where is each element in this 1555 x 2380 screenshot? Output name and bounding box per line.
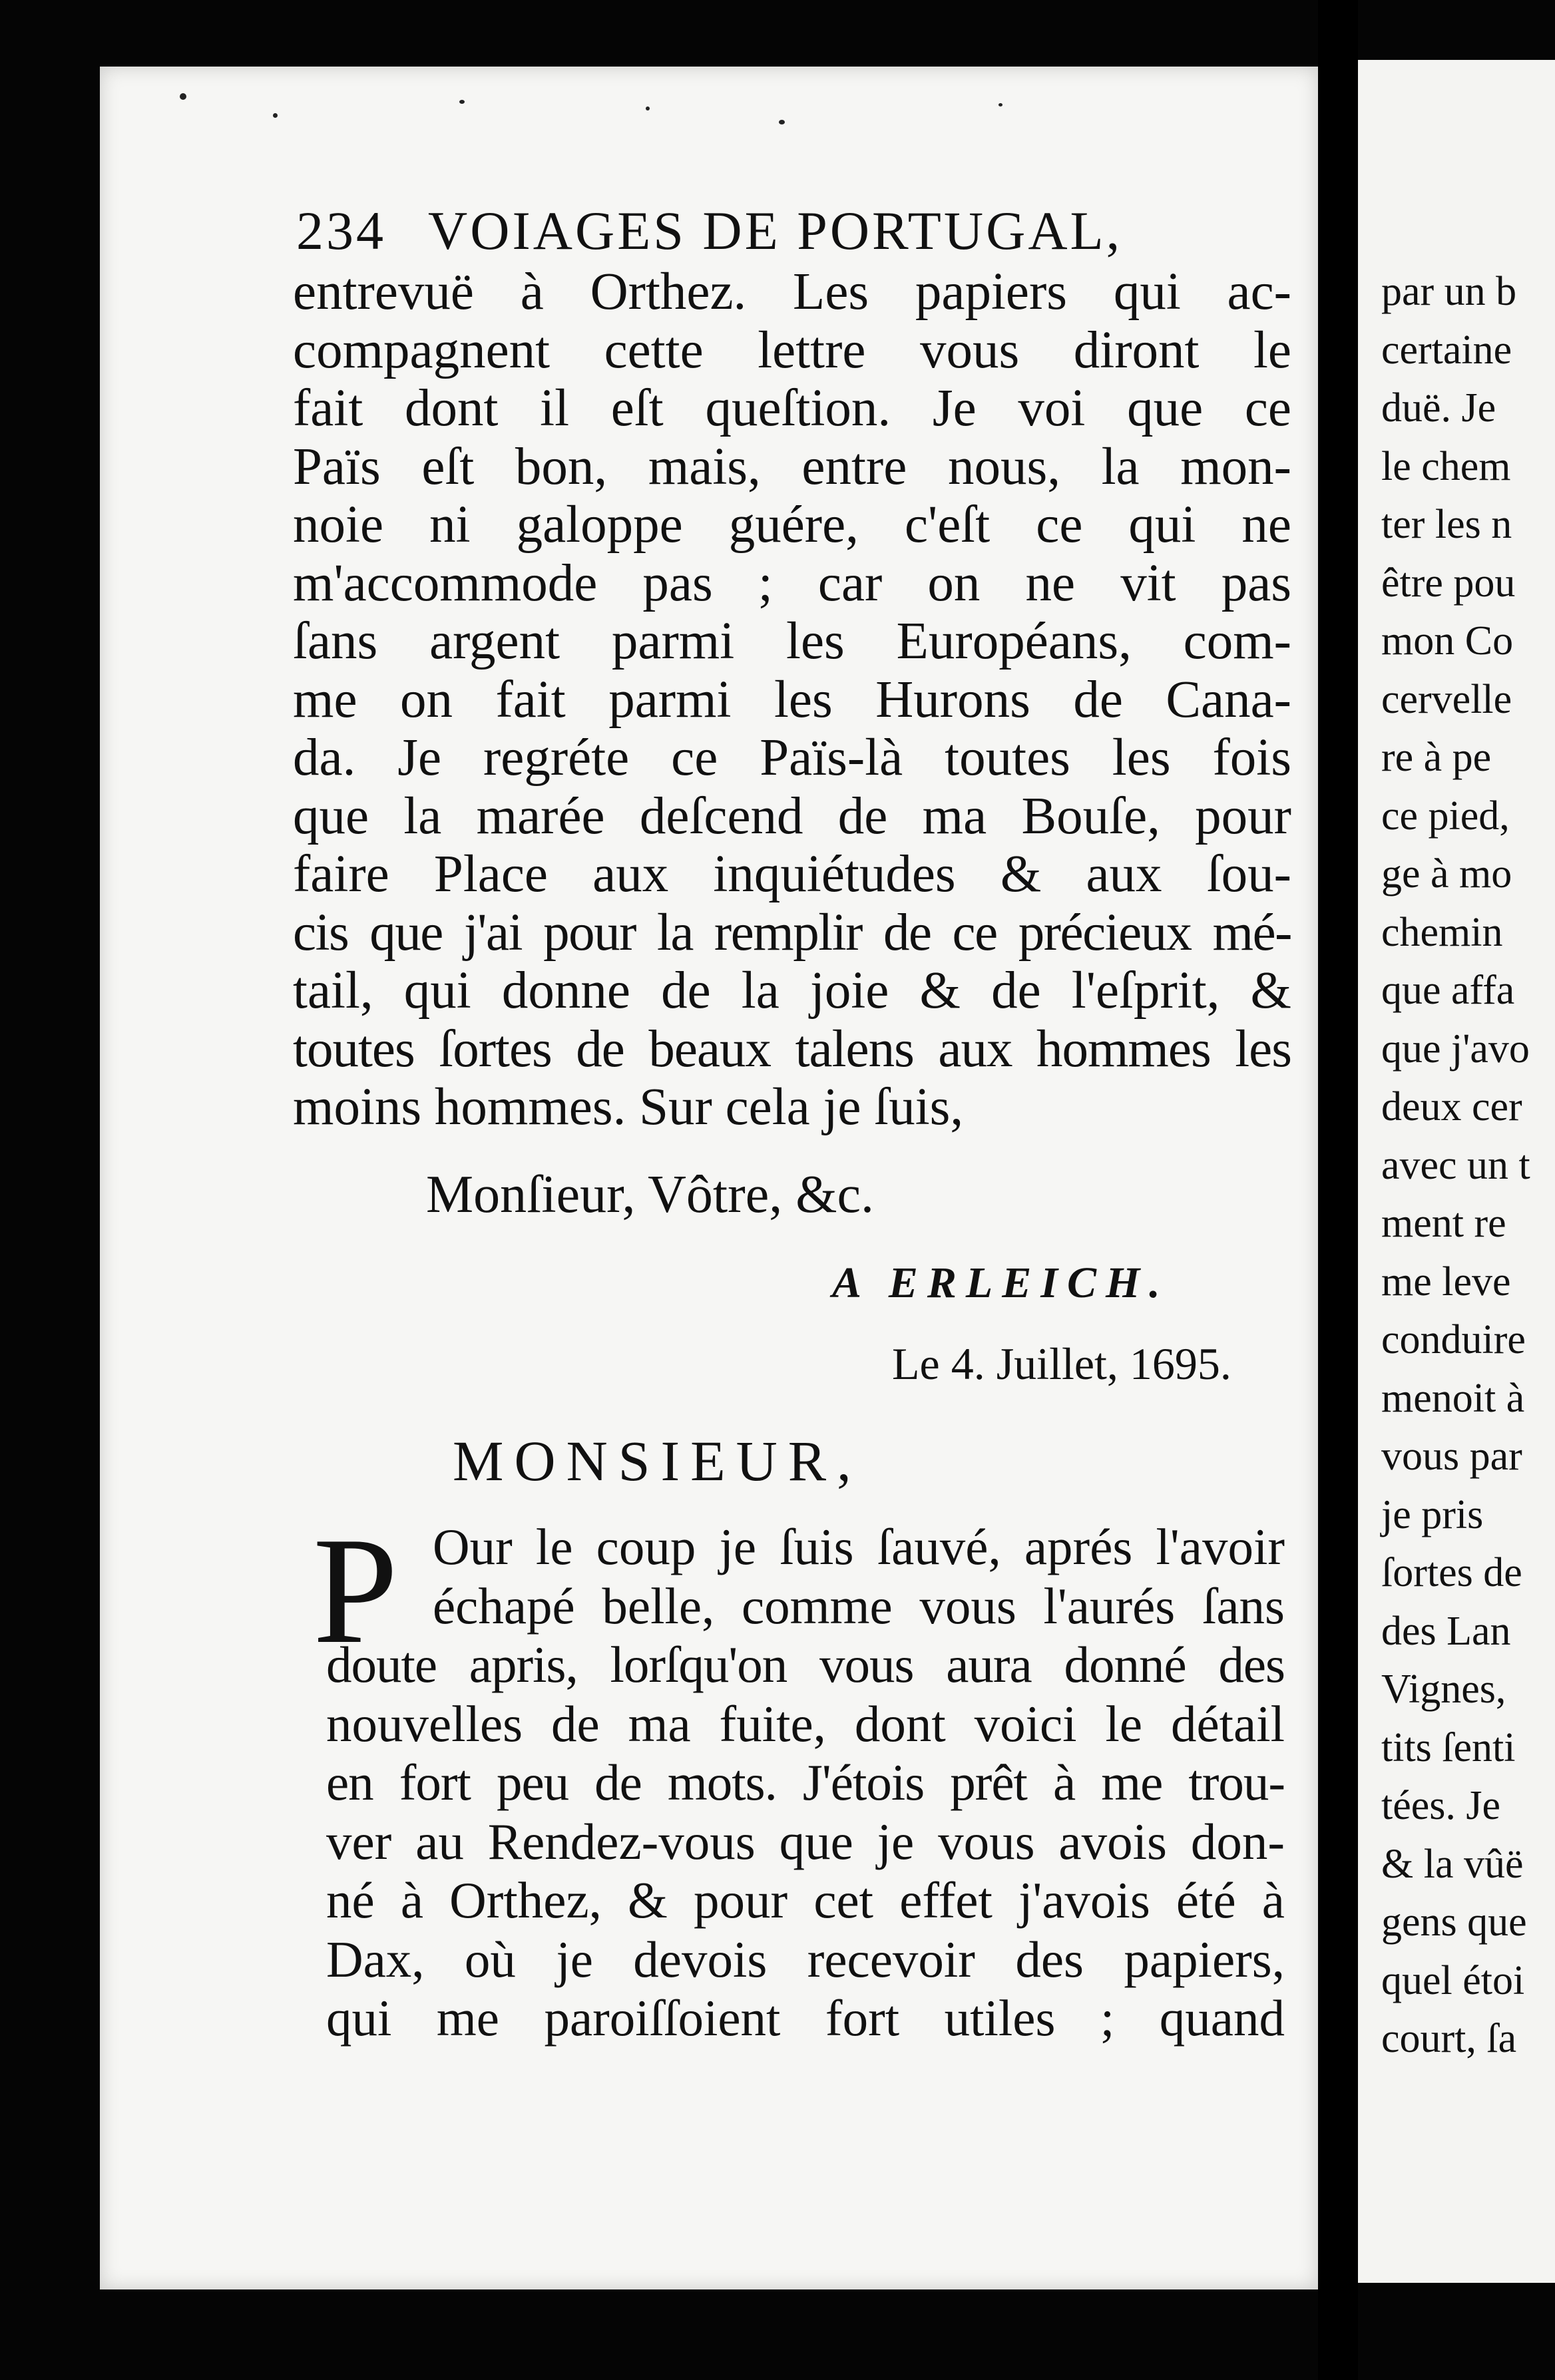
text-line: Païs eſt bon, mais, entre nous, la mon- (293, 437, 1291, 496)
text-line: moins hommes. Sur cela je ſuis, (293, 1078, 964, 1136)
text-line: cis que j'ai pour la remplir de ce précieux mé- (293, 903, 1291, 962)
text-line: ſans argent parmi les Européans, com- (293, 612, 1291, 670)
text-line: avec un t (1381, 1142, 1530, 1188)
text-line: que la marée deſcend de ma Bouſe, pour (293, 787, 1291, 845)
ink-speck (273, 113, 278, 118)
book-gutter (1318, 0, 1358, 2380)
text-line: & la vûë (1381, 1841, 1524, 1887)
text-line: re à pe (1381, 735, 1492, 780)
text-line: quel étoi (1381, 1957, 1525, 2003)
text-line: conduire (1381, 1317, 1526, 1362)
text-line: m'accommode pas ; car on ne vit pas (293, 554, 1291, 612)
text-line: ter les n (1381, 502, 1512, 547)
text-line: tail, qui donne de la joie & de l'eſprit, & (293, 962, 1291, 1020)
running-title: VOIAGES DE PORTUGAL, (428, 200, 1123, 261)
drop-cap: P (313, 1505, 398, 1675)
text-line: ſortes de (1381, 1550, 1522, 1595)
text-line: duë. Je (1381, 385, 1496, 431)
text-line: que j'avo (1381, 1026, 1530, 1072)
text-line: ver au Rendez-vous que je vous avois don- (326, 1812, 1285, 1870)
text-line: par un b (1381, 269, 1517, 314)
ink-speck (646, 106, 650, 110)
text-line: né à Orthez, & pour cet effet j'avois été à (326, 1872, 1285, 1929)
text-line: Dax, où je devois recevoir des papiers, (326, 1930, 1285, 1988)
text-line: toutes ſortes de beaux talens aux hommes les (293, 1020, 1291, 1078)
letter-body (326, 1517, 1285, 2048)
running-header (296, 200, 1122, 262)
text-line: vous par (1381, 1434, 1522, 1479)
text-line: deux cer (1381, 1084, 1522, 1129)
text-line: certaine (1381, 327, 1512, 373)
text-line: le chem (1381, 443, 1511, 489)
text-line: fait dont il eſt queſtion. Je voi que ce (293, 379, 1291, 437)
dateline-date: Le 4. Juillet, 1695. (892, 1338, 1231, 1389)
salutation-heading: MONSIEUR, (453, 1429, 862, 1493)
text-line: en fort peu de mots. J'étois prêt à me trou- (326, 1754, 1285, 1811)
text-line: compagnent cette lettre vous diront le (293, 321, 1291, 379)
text-line: je pris (1381, 1491, 1484, 1537)
text-line: chemin (1381, 909, 1503, 955)
text-line: nouvelles de ma fuite, dont voici le détail (326, 1694, 1285, 1752)
text-line: gens que (1381, 1899, 1527, 1945)
text-line: cervelle (1381, 676, 1512, 722)
text-line: tits ſenti (1381, 1724, 1516, 1770)
text-line: doute apris, lorſqu'on vous aura donné des (326, 1636, 1285, 1693)
text-line: noie ni galoppe guére, c'eſt ce qui ne (293, 496, 1291, 554)
page-number: 234 (296, 200, 386, 261)
text-line: être pou (1381, 560, 1516, 606)
text-line: Vignes, (1381, 1667, 1506, 1712)
text-line: court, ſa (1381, 2016, 1517, 2061)
text-line: faire Place aux inquiétudes & aux ſou- (293, 845, 1291, 903)
ink-speck (999, 103, 1002, 106)
letter-closing: Monſieur, Vôtre, &c. (426, 1165, 874, 1224)
text-line: que affa (1381, 968, 1515, 1013)
right-page-text (1381, 263, 1530, 2069)
text-line: ment re (1381, 1201, 1506, 1246)
text-line: ce pied, (1381, 793, 1510, 839)
ink-speck (779, 120, 785, 124)
text-line: entrevuë à Orthez. Les papiers qui ac- (293, 263, 1291, 321)
text-line: Our le coup je ſuis ſauvé, aprés l'avoir (433, 1518, 1285, 1575)
text-line: mon Co (1381, 618, 1514, 664)
dateline-place: A ERLEICH. (832, 1259, 1170, 1307)
text-line: qui me paroiſſoient fort utiles ; quand (326, 1989, 1285, 2047)
text-line: me on fait parmi les Hurons de Cana- (293, 670, 1291, 729)
text-line: da. Je regréte ce Païs-là toutes les fois (293, 729, 1291, 787)
text-line: échapé belle, comme vous l'aurés ſans (433, 1577, 1285, 1635)
ink-speck (459, 100, 465, 104)
text-line: me leve (1381, 1259, 1511, 1304)
text-line: tées. Je (1381, 1783, 1501, 1828)
body-text (293, 263, 1291, 1137)
text-line: des Lan (1381, 1608, 1511, 1654)
text-line: menoit à (1381, 1375, 1525, 1421)
text-line: ge à mo (1381, 851, 1512, 896)
ink-speck (180, 93, 186, 100)
